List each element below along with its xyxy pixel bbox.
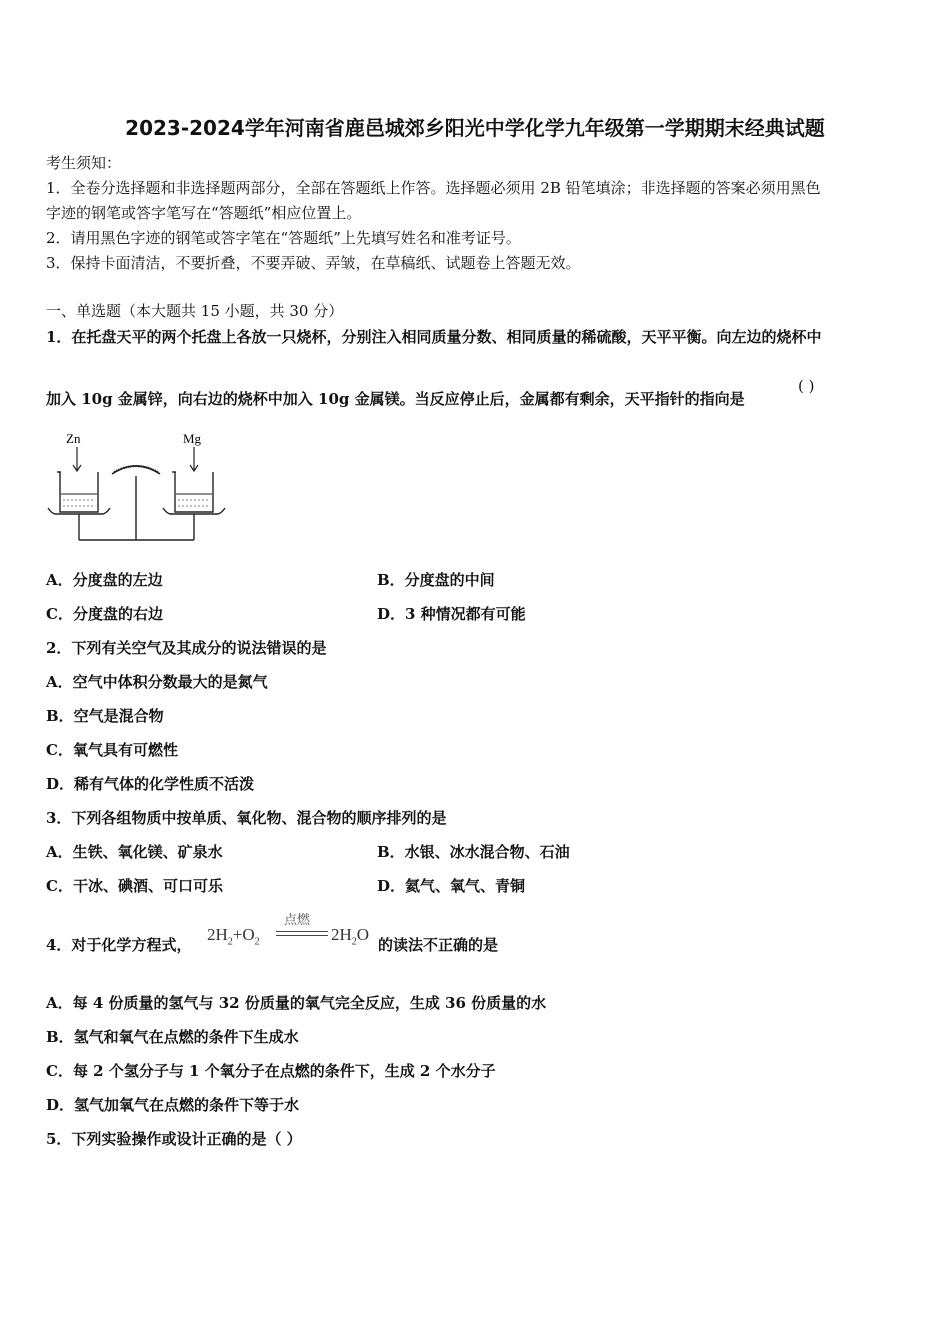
q4-option-a: A．每 4 份质量的氢气与 32 份质量的氧气完全反应，生成 36 份质量的水 [46,994,547,1012]
balance-figure [44,428,234,546]
left-beaker-icon [57,472,98,512]
q1-stem-line-1: 1．在托盘天平的两个托盘上各放一只烧杯，分别注入相同质量分数、相同质量的稀硫酸，天平平衡。向左边的烧杯中 [46,328,822,346]
q4-stem-prefix: 4．对于化学方程式， [46,936,192,954]
q1-option-d: D．3 种情况都有可能 [377,605,526,623]
notice-item-1-line-2: 字迹的钢笔或答字笔写在“答题纸”相应位置上。 [46,204,362,222]
q4-stem-suffix: 的读法不正确的是 [378,936,499,954]
q3-stem: 3．下列各组物质中按单质、氧化物、混合物的顺序排列的是 [46,809,447,827]
q2-option-d: D．稀有气体的化学性质不活泼 [46,775,255,793]
q4-option-b: B．氢气和氧气在点燃的条件下生成水 [46,1028,299,1046]
notice-item-1-line-1: 1．全卷分选择题和非选择题两部分，全部在答题纸上作答。选择题必须用 2B 铅笔填涂；非选择题的答案必须用黑色 [46,179,821,197]
q2-option-c: C．氧气具有可燃性 [46,741,178,759]
q1-answer-paren: ( ) [798,377,815,395]
notice-item-3: 3．保持卡面清洁，不要折叠，不要弄破、弄皱，在草稿纸、试题卷上答题无效。 [46,254,581,272]
q5-stem: 5．下列实验操作或设计正确的是（ ） [46,1130,302,1148]
notice-heading: 考生须知： [46,154,122,172]
q1-option-b: B．分度盘的中间 [377,571,495,589]
equation-sign-line-top [276,931,328,932]
q3-option-b: B．水银、冰水混合物、石油 [377,843,570,861]
q3-option-d: D．氦气、氧气、青铜 [377,877,526,895]
q1-option-a: A．分度盘的左边 [46,571,163,589]
q3-option-a: A．生铁、氧化镁、矿泉水 [46,843,223,861]
mg-arrow-icon [190,447,198,471]
mg-label: Mg [183,431,202,446]
equation-right-side: $2H_2O$ [331,925,370,948]
q1-option-c: C．分度盘的右边 [46,605,163,623]
notice-item-2: 2．请用黑色字迹的钢笔或答字笔在“答题纸”上先填写姓名和准考证号。 [46,229,521,247]
balance-frame-icon [79,476,194,540]
q4-option-c: C．每 2 个氢分子与 1 个氧分子在点燃的条件下，生成 2 个水分子 [46,1062,496,1080]
equation-sign-line-bottom [276,935,328,936]
page-title: 2023-2024学年河南省鹿邑城郊乡阳光中学化学九年级第一学期期末经典试题 [125,116,825,140]
q2-stem: 2．下列有关空气及其成分的说法错误的是 [46,639,327,657]
equation-left-side: $2H_2+O_2$ [207,925,260,948]
q3-option-c: C．干冰、碘酒、可口可乐 [46,877,223,895]
equation-condition: 点燃 [284,913,311,928]
q2-option-a: A．空气中体积分数最大的是氮气 [46,673,268,691]
scale-dial-icon [112,466,160,474]
q2-option-b: B．空气是混合物 [46,707,164,725]
q4-option-d: D．氢气加氧气在点燃的条件下等于水 [46,1096,300,1114]
zn-label: Zn [66,431,81,446]
right-beaker-icon [172,472,213,512]
section-heading-single-choice: 一、单选题（本大题共 15 小题，共 30 分） [46,302,344,320]
zn-arrow-icon [73,447,81,471]
q1-stem-line-2: 加入 10g 金属锌，向右边的烧杯中加入 10g 金属镁。当反应停止后，金属都有剩余，天平指针的指向是 [46,390,745,408]
